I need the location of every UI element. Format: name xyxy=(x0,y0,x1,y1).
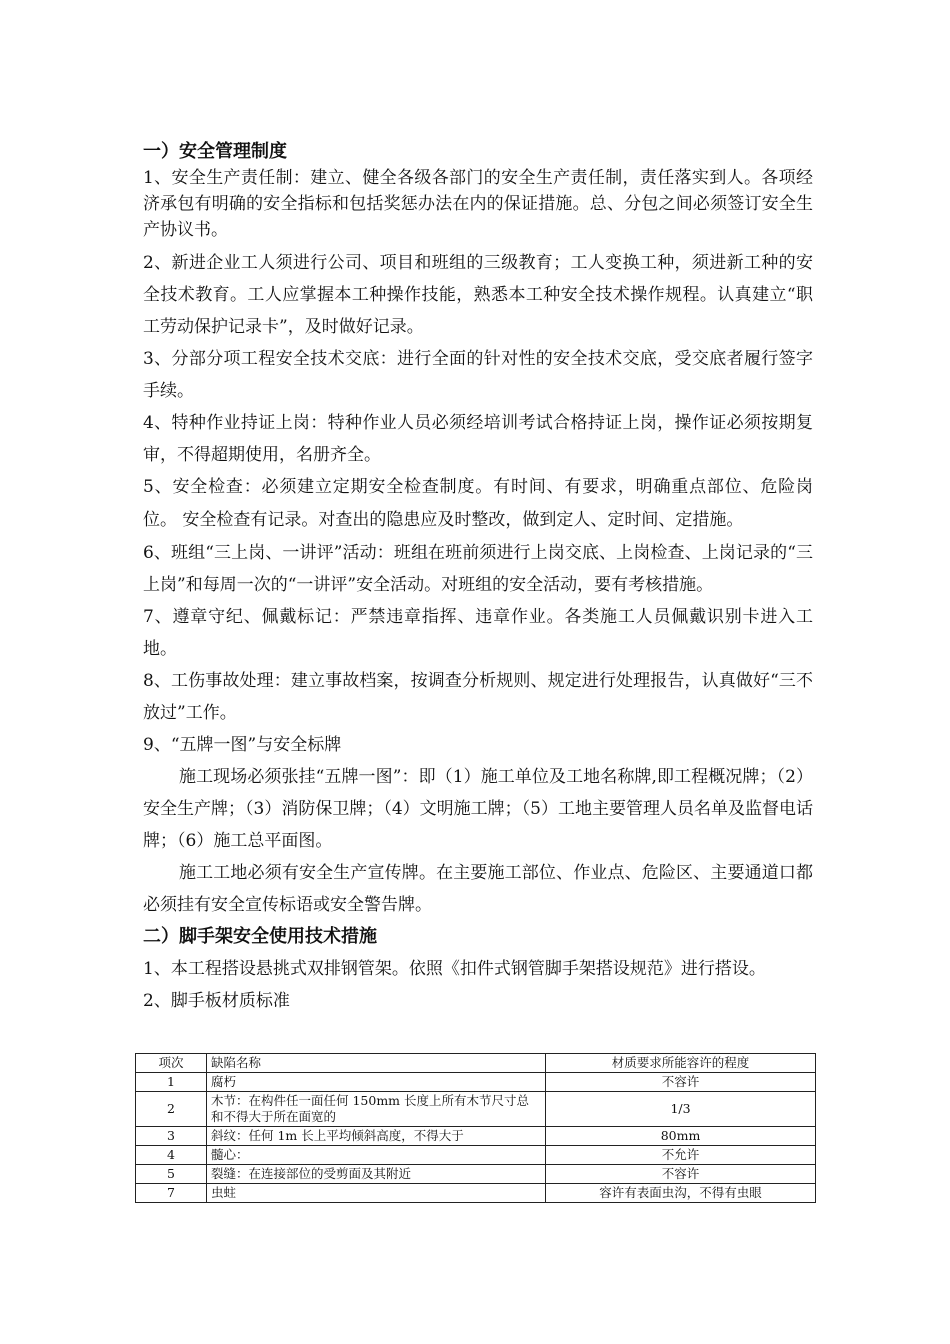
section2-item-2: 2、脚手板材质标准 xyxy=(143,991,290,1011)
section1-item-7: 7、遵章守纪、佩戴标记：严禁违章指挥、违章作业。各类施工人员佩戴识别卡进入工地。 xyxy=(143,607,813,659)
section1-item-4: 4、特种作业持证上岗：特种作业人员必须经培训考试合格持证上岗，操作证必须按期复审，不得超期使用，名册齐全。 xyxy=(143,413,813,465)
table-cell: 1/3 xyxy=(546,1092,816,1127)
table-header-cell: 材质要求所能容许的程度 xyxy=(546,1054,816,1073)
table-row xyxy=(136,1073,816,1092)
table-header-cell: 缺陷名称 xyxy=(207,1054,546,1073)
table-cell: 3 xyxy=(136,1127,207,1146)
section1-title: 一）安全管理制度 xyxy=(143,141,287,162)
table-cell: 裂缝：在连接部位的受剪面及其附近 xyxy=(207,1165,546,1184)
table-cell: 不允许 xyxy=(546,1146,816,1165)
document-body xyxy=(143,139,813,1017)
section2-title: 二）脚手架安全使用技术措施 xyxy=(143,926,377,947)
scaffold-board-defect-table xyxy=(135,1053,816,1203)
section1-item-5: 5、安全检查：必须建立定期安全检查制度。有时间、有要求，明确重点部位、危险岗位。 安全检查有记录。对查出的隐患应及时整改，做到定人、定时间、定措施。 xyxy=(143,477,813,530)
section1-item-8: 8、工伤事故处理：建立事故档案，按调查分析规则、规定进行处理报告，认真做好“三不放过”工作。 xyxy=(143,671,813,723)
table-cell: 容许有表面虫沟，不得有虫眼 xyxy=(546,1184,816,1203)
table-cell: 髓心： xyxy=(207,1146,546,1165)
table-cell: 80mm xyxy=(546,1127,816,1146)
table-header-row xyxy=(136,1054,816,1073)
table-row xyxy=(136,1146,816,1165)
five-signs-paragraph: 施工现场必须张挂“五牌一图”：即（1）施工单位及工地名称牌,即工程概况牌；（2）安全生产牌；（3）消防保卫牌；（4）文明施工牌；（5）工地主要管理人员名单及监督电话牌；（6）施工总平面图。 xyxy=(143,767,813,851)
table-cell: 5 xyxy=(136,1165,207,1184)
table-cell: 1 xyxy=(136,1073,207,1092)
table-cell: 斜纹：任何 1m 长上平均倾斜高度，不得大于 xyxy=(207,1127,546,1146)
table-cell: 7 xyxy=(136,1184,207,1203)
table-row xyxy=(136,1184,816,1203)
table-cell: 腐朽 xyxy=(207,1073,546,1092)
section1-item-2: 2、新进企业工人须进行公司、项目和班组的三级教育；工人变换工种，须进新工种的安全技术教育。工人应掌握本工种操作技能，熟悉本工种安全技术操作规程。认真建立“职工劳动保护记录卡”，及时做好记录。 xyxy=(143,253,813,337)
table-cell: 虫蛀 xyxy=(207,1184,546,1203)
table-cell: 不容许 xyxy=(546,1165,816,1184)
table-cell: 木节：在构件任一面任何 150mm 长度上所有木节尺寸总和不得大于所在面宽的 xyxy=(207,1092,546,1127)
section2-item-1: 1、本工程搭设悬挑式双排钢管架。依照《扣件式钢管脚手架搭设规范》进行搭设。 xyxy=(143,959,766,979)
table-cell: 4 xyxy=(136,1146,207,1165)
table-header-cell: 项次 xyxy=(136,1054,207,1073)
table-cell: 不容许 xyxy=(546,1073,816,1092)
table-cell: 2 xyxy=(136,1092,207,1127)
safety-signs-paragraph: 施工工地必须有安全生产宣传牌。在主要施工部位、作业点、危险区、主要通道口都必须挂有安全宣传标语或安全警告牌。 xyxy=(143,863,813,915)
section1-item-6: 6、班组“三上岗、一讲评”活动：班组在班前须进行上岗交底、上岗检查、上岗记录的“三上岗”和每周一次的“一讲评”安全活动。对班组的安全活动，要有考核措施。 xyxy=(143,543,813,595)
section1-item-9: 9、“五牌一图”与安全标牌 xyxy=(143,735,342,755)
table-row xyxy=(136,1127,816,1146)
table-row xyxy=(136,1165,816,1184)
table-row xyxy=(136,1092,816,1127)
section1-item-3: 3、分部分项工程安全技术交底：进行全面的针对性的安全技术交底，受交底者履行签字手续。 xyxy=(143,349,813,401)
section1-item-1: 1、安全生产责任制：建立、健全各级各部门的安全生产责任制，责任落实到人。各项经济承包有明确的安全指标和包括奖惩办法在内的保证措施。总、分包之间必须签订安全生产协议书。 xyxy=(143,168,813,240)
